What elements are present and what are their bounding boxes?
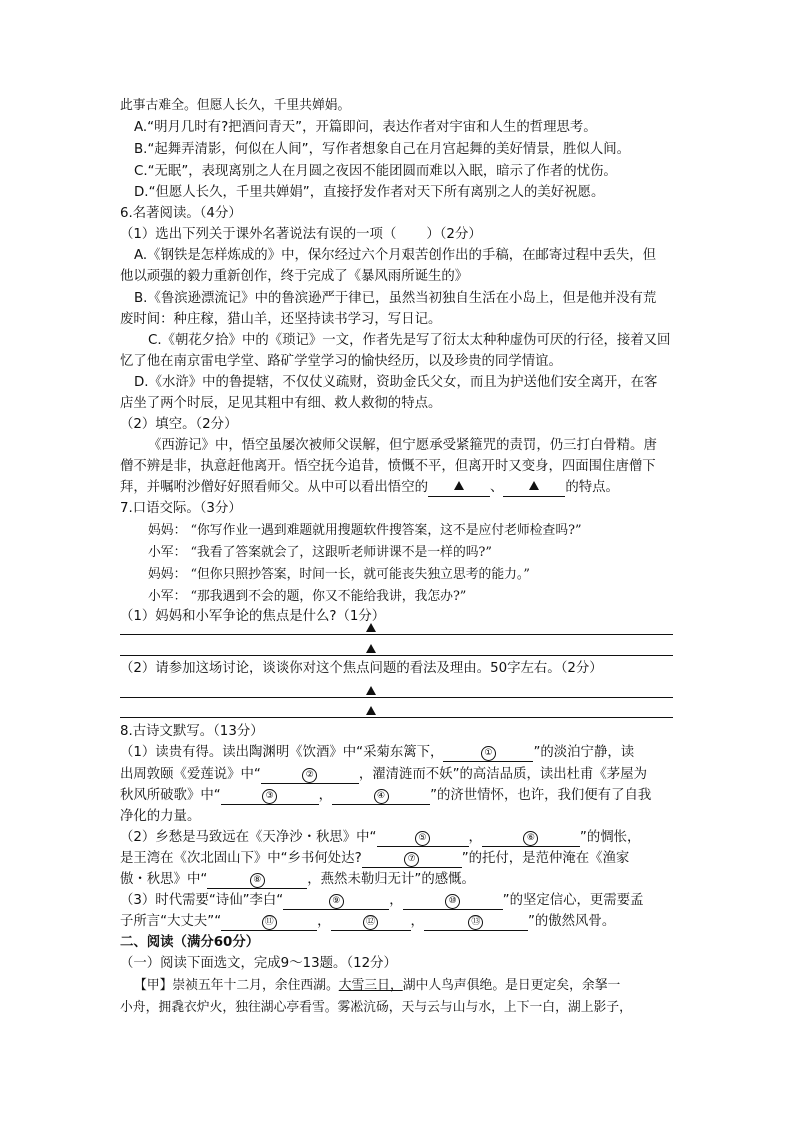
text: ， (318, 788, 333, 803)
text: （1）读贵有得。读出陶渊明《饮酒》中“采菊东篱下， (120, 745, 444, 760)
triangle-up-icon (366, 706, 376, 715)
blank-number: ⑬ (468, 915, 483, 930)
blank-number: ⑪ (262, 915, 277, 930)
speech: “但你只照抄答案，时间一长，就可能丧失独立思考的能力。” (190, 567, 530, 582)
fill-blank-5[interactable] (377, 830, 469, 847)
option-d: D.“但愿人长久，千里共婵娟”，直接抒发作者对天下所有离别之人的美好祝愿。 (134, 185, 605, 200)
text: ， (468, 830, 482, 845)
speaker: 妈妈： (148, 567, 187, 582)
q6-option-d-line2: 店坐了两个时辰，足见其粗中有细、救人救彻的特点。 (120, 396, 442, 411)
fill-blank-9[interactable] (283, 893, 389, 910)
question-6-1 (120, 225, 482, 245)
answer-line[interactable] (120, 634, 673, 635)
speech: “我看了答案就会了，这跟听老师讲课不是一样的吗?” (190, 545, 492, 560)
text: ， (317, 914, 331, 929)
question-7-title: 7.口语交际。（3分） (120, 501, 242, 516)
poem-last-line: 此事古难全。但愿人长久，千里共婵娟。 (120, 98, 351, 113)
speaker: 小军： (148, 589, 187, 604)
option-b: B.“起舞弄清影，何似在人间”，写作者想象自己在月宫起舞的美好情景，胜似人间。 (134, 142, 630, 157)
fill-blank-1[interactable] (443, 745, 533, 762)
q6-option-c-line2: 忆了他在南京雷电学堂、路矿学堂学习的愉快经历，以及珍贵的同学情谊。 (120, 354, 562, 369)
triangle-up-icon (366, 644, 376, 653)
text: ”的傲然风骨。 (527, 914, 616, 929)
reading-passage-line1 (134, 976, 620, 996)
text: ”的托付，是范仲淹在《渔家 (461, 851, 630, 866)
text: 是王湾在《次北固山下》中“乡书何处达? (120, 851, 362, 866)
option-a: A.“明月几时有?把酒问青天”，开篇即问，表达作者对宇宙和人生的哲理思考。 (134, 120, 597, 135)
q6-2-text: 拜，并嘱咐沙僧好好照看师父。从中可以看出悟空的 (120, 480, 428, 495)
fill-blank-11[interactable] (221, 914, 317, 931)
fill-blank-4[interactable] (332, 788, 430, 805)
blank-number: ① (481, 746, 496, 761)
q8-2-line1 (120, 828, 640, 848)
blank-number: ⑥ (523, 831, 538, 846)
q6-1-text: （1）选出下列关于课外名著说法有误的一项（ (120, 227, 397, 242)
triangle-up-icon (454, 481, 464, 490)
question-6-title: 6.名著阅读。（4分） (120, 206, 242, 221)
question-8-title: 8.古诗文默写。（13分） (120, 724, 264, 739)
blank-number: ⑩ (445, 894, 460, 909)
text: 秋风所破歌》中“ (120, 788, 221, 803)
fill-blank-3[interactable] (221, 788, 319, 805)
fill-blank-10[interactable] (403, 893, 503, 910)
text: ”的坚定信心，更需要孟 (502, 893, 644, 908)
fill-blank-8[interactable] (207, 872, 307, 889)
underlined-text: 大雪三日， (338, 978, 403, 993)
fill-blank-13[interactable] (424, 914, 528, 931)
speech: “你写作业一遇到难题就用搜题软件搜答案，这不是应付老师检查吗?” (190, 523, 582, 538)
text: （3）时代需要“诗仙”李白“ (120, 893, 284, 908)
q6-2-para-line3 (120, 478, 619, 498)
blank-number: ② (302, 768, 317, 783)
section-2-title: 二、阅读（满分60分） (120, 935, 260, 950)
q6-option-b-line2: 废时间：种庄稼，猎山羊，还坚持读书学习，写日记。 (120, 312, 442, 327)
reading-passage-line2: 小舟，拥毳衣炉火，独往湖心亭看雪。雾凇沆砀，天与云与山与水，上下一白，湖上影子， (120, 1000, 632, 1015)
fill-blank-6[interactable] (482, 830, 580, 847)
blank-number: ④ (374, 789, 389, 804)
dialogue-line-2 (148, 543, 492, 563)
blank-number: ⑧ (250, 873, 265, 888)
option-c: C.“无眠”，表现离别之人在月圆之夜因不能团圆而难以入眠，暗示了作者的忧伤。 (134, 164, 617, 179)
question-6-2: （2）填空。（2分） (120, 417, 238, 432)
q8-1-line2 (120, 765, 647, 785)
q8-1-line4: 净化的力量。 (120, 809, 201, 824)
text: ”的惆怅， (579, 830, 641, 845)
text: （2）乡愁是马致远在《天净沙・秋思》中“ (120, 830, 377, 845)
question-7-2: （2）请参加这场讨论，谈谈你对这个焦点问题的看法及理由。50字左右。（2分） (120, 661, 603, 676)
text: 出周敦颐《爱莲说》中“ (120, 767, 261, 782)
fill-blank-2[interactable] (261, 767, 359, 784)
section-2-subtitle: （一）阅读下面选文，完成9～13题。（12分） (120, 956, 397, 971)
q6-1-score: ）（2分） (426, 227, 482, 242)
dialogue-line-4 (148, 587, 466, 607)
q6-option-d-line1: D.《水浒》中的鲁提辖，不仅仗义疏财，资助金氏父女，而且为护送他们安全离开，在客 (134, 375, 658, 390)
separator: 、 (489, 480, 504, 495)
q6-2-tail: 的特点。 (565, 480, 619, 495)
blank-number: ⑫ (363, 915, 378, 930)
speaker: 妈妈： (148, 523, 187, 538)
triangle-up-icon (366, 686, 376, 695)
blank-number: ⑨ (329, 894, 344, 909)
triangle-up-icon (529, 481, 539, 490)
text: ，燕然未勒归无计”的感慨。 (307, 872, 475, 887)
q8-1-line3 (120, 786, 651, 806)
text: ， (389, 893, 403, 908)
q6-option-a-line1: A.《钢铁是怎样炼成的》中，保尔经过六个月艰苦创作出的手稿，在邮寄过程中丢失，但 (134, 248, 657, 263)
answer-line[interactable] (120, 717, 673, 718)
fill-blank[interactable] (428, 480, 490, 497)
text: ”的淡泊宁静，读 (533, 745, 635, 760)
q6-option-a-line2: 他以顽强的毅力重新创作，终于完成了《暴风雨所诞生的》 (120, 269, 469, 284)
text: 湖中人鸟声俱绝。是日更定矣，余拏一 (402, 978, 621, 993)
q8-2-line2 (120, 849, 629, 869)
fill-blank-12[interactable] (331, 914, 411, 931)
blank-number: ⑤ (415, 831, 430, 846)
fill-blank[interactable] (503, 480, 565, 497)
dialogue-line-1 (148, 521, 582, 541)
text: ，濯清涟而不妖”的高洁品质，读出杜甫《茅屋为 (358, 767, 647, 782)
speaker: 小军： (148, 545, 187, 560)
blank-number: ⑦ (404, 852, 419, 867)
answer-line[interactable] (120, 697, 673, 698)
q8-3-line1 (120, 891, 643, 911)
answer-line[interactable] (120, 655, 673, 656)
blank-number: ③ (262, 789, 277, 804)
q6-2-para-line2: 僧不辨是非，执意赶他离开。悟空抚今追昔，愤慨不平，但离开时又变身，四面围住唐僧下 (120, 459, 656, 474)
q6-option-c-line1: C.《朝花夕拾》中的《琐记》一文，作者先是写了衍太太种种虚伪可厌的行径，接着又回 (148, 333, 671, 348)
q8-2-line3 (120, 870, 475, 890)
text: 傲・秋思》中“ (120, 872, 208, 887)
text: ”的济世情怀，也许，我们便有了自我 (430, 788, 652, 803)
text: 子所言“大丈夫”“ (120, 914, 222, 929)
triangle-up-icon (366, 623, 376, 632)
question-7-1: （1）妈妈和小军争论的焦点是什么?（1分） (120, 609, 386, 624)
text: ， (410, 914, 424, 929)
fill-blank-7[interactable] (362, 851, 462, 868)
speech: “那我遇到不会的题，你又不能给我讲，我怎办?” (190, 589, 467, 604)
q8-1-line1 (120, 743, 634, 763)
dialogue-line-3 (148, 565, 530, 585)
q8-3-line2 (120, 912, 615, 932)
text: 【甲】崇祯五年十二月，余住西湖。 (134, 978, 339, 993)
q6-2-para-line1: 《西游记》中，悟空虽屡次被师父误解，但宁愿承受紧箍咒的责罚，仍三打白骨精。唐 (148, 438, 657, 453)
q6-option-b-line1: B.《鲁滨逊漂流记》中的鲁滨逊严于律已，虽然当初独自生活在小岛上，但是他并没有荒 (134, 291, 657, 306)
